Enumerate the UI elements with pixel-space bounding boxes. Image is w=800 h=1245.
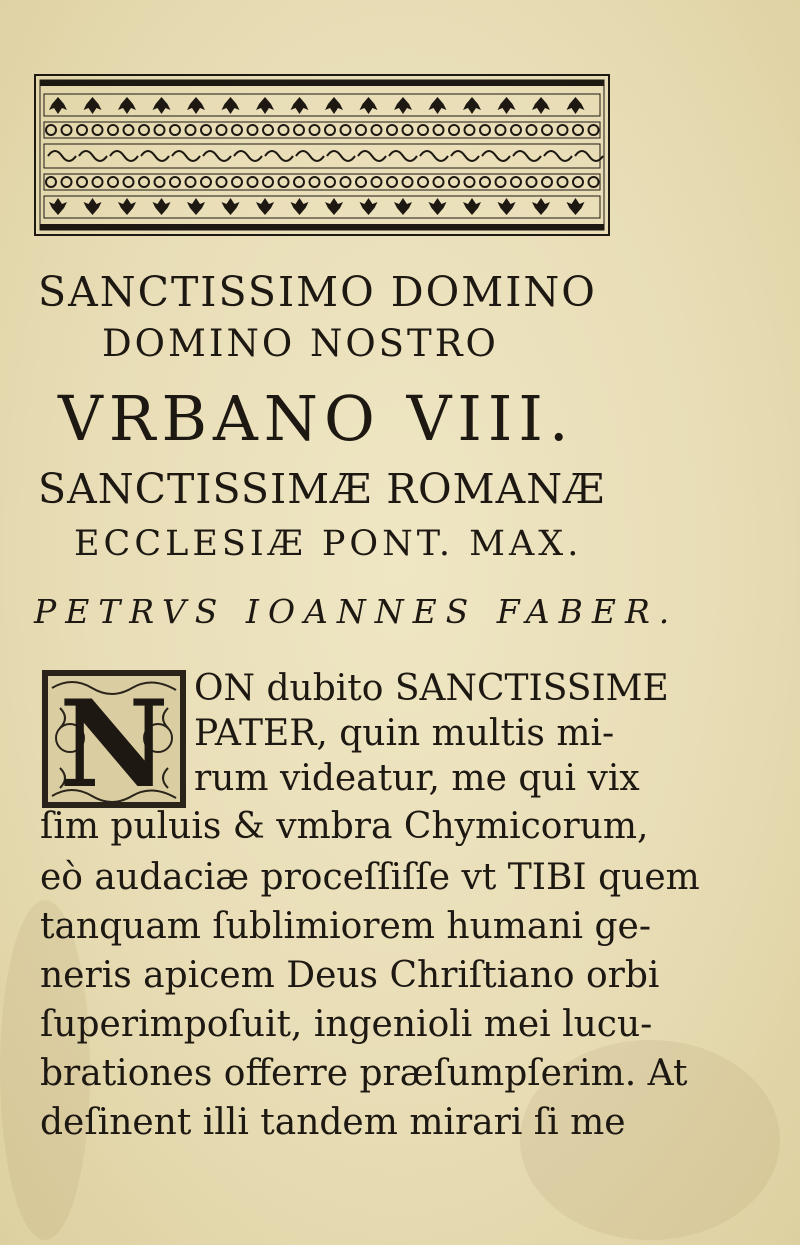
body-line-2: PATER, quin multis mi- bbox=[194, 713, 615, 754]
drop-cap-letter: N bbox=[59, 674, 169, 810]
body-line-8: ſuperimpoſuit, ingenioli mei lucu- bbox=[40, 1004, 653, 1045]
body-line-10: deſinent illi tandem mirari ſi me bbox=[40, 1102, 626, 1143]
ornamental-headpiece bbox=[34, 74, 610, 236]
body-line-1: ON dubito SANCTISSIME bbox=[194, 668, 669, 709]
dedication-line-2: DOMINO NOSTRO bbox=[102, 322, 499, 365]
body-line-3: rum videatur, me qui vix bbox=[194, 758, 640, 799]
dedication-line-5: ECCLESIÆ PONT. MAX. bbox=[74, 524, 583, 564]
body-line-7: neris apicem Deus Chriſtiano orbi bbox=[40, 955, 660, 996]
body-line-4: ſim puluis & vmbra Chymicorum, bbox=[40, 806, 649, 847]
body-line-9: brationes offerre præſumpſerim. At bbox=[40, 1053, 688, 1094]
author-name: PETRVS IOANNES FABER. bbox=[34, 592, 679, 631]
dedication-line-3: VRBANO VIII. bbox=[58, 382, 575, 455]
dedication-line-4: SANCTISSIMÆ ROMANÆ bbox=[38, 465, 606, 513]
decorated-drop-cap bbox=[40, 668, 188, 810]
body-line-5: eò audaciæ proceſſiſſe vt TIBI quem bbox=[40, 857, 700, 898]
dedication-line-1: SANCTISSIMO DOMINO bbox=[38, 268, 597, 316]
body-line-6: tanquam ſublimiorem humani ge- bbox=[40, 906, 652, 947]
